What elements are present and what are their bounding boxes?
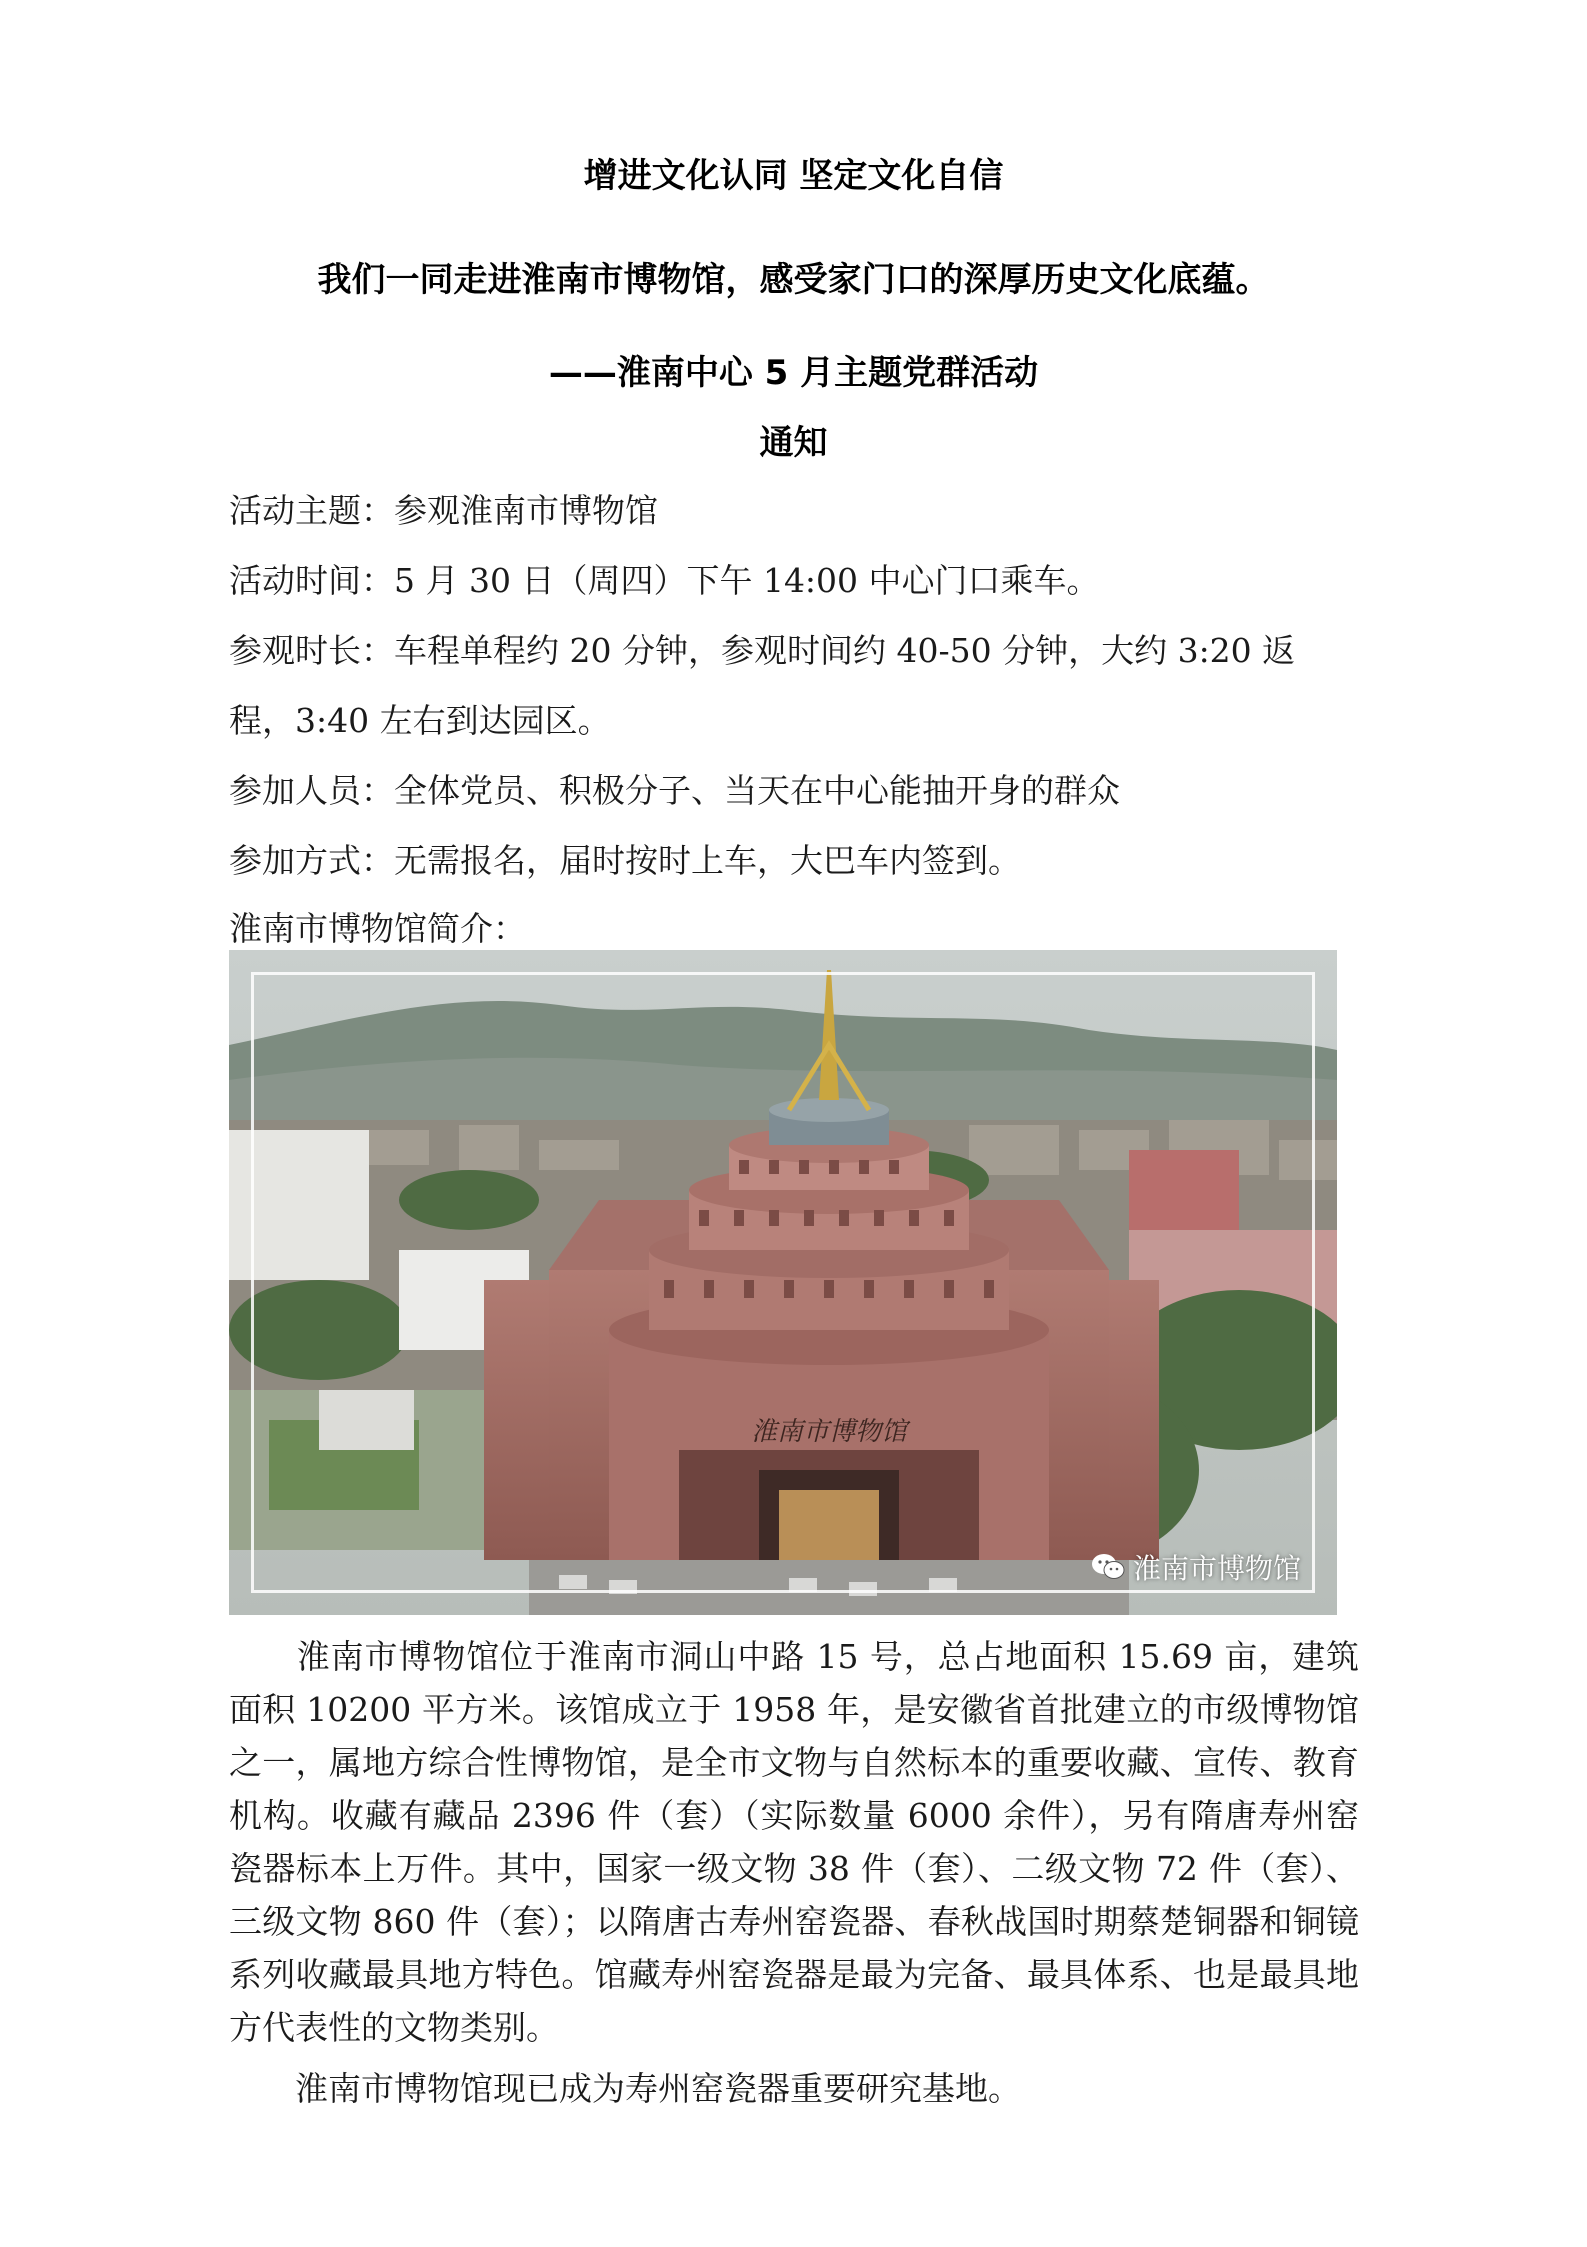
- wechat-icon: [1091, 1553, 1125, 1581]
- activity-duration: 参观时长：车程单程约 20 分钟，参观时间约 40-50 分钟，大约 3:20 返: [229, 631, 1296, 670]
- museum-intro-label: 淮南市博物馆简介：: [229, 909, 526, 948]
- main-title: 增进文化认同 坚定文化自信: [583, 156, 1004, 196]
- watermark-text: 淮南市博物馆: [1132, 1552, 1301, 1585]
- building-sign: 淮南市博物馆: [750, 1417, 908, 1447]
- activity-duration-cont: 程，3:40 左右到达园区。: [229, 701, 611, 740]
- activity-time: 活动时间：5 月 30 日（周四）下午 14:00 中心门口乘车。: [229, 561, 1100, 600]
- notice-heading: 通知: [759, 423, 828, 463]
- subtitle: 我们一同走进淮南市博物馆，感受家门口的深厚历史文化底蕴。: [317, 260, 1270, 300]
- museum-description: 淮南市博物馆位于淮南市洞山中路 15 号，总占地面积 15.69 亩，建筑面积 10200 平方米。该馆成立于 1958 年，是安徽省首批建立的市级博物馆之一，属地方综合性博物馆，是全市文物与自然标本的重要收藏、宣传、教育机构。收藏有藏品 2396 件（套）（实际数量 6000 余件），另有隋唐寿州窑瓷器标本上万件。其中，国家一级文物 38 件（套）、二级文物 72 件（套）、三级文物 860 件（套）；以隋唐古寿州窑瓷器、春秋战国时期蔡楚铜器和铜镜系列收藏最具地方特色。馆藏寿州窑瓷器是最为完备、最具体系、也是最具地方代表性的文物类别。: [229, 1637, 1359, 2047]
- activity-theme: 活动主题：参观淮南市博物馆: [229, 491, 658, 530]
- participation-method: 参加方式：无需报名，届时按时上车，大巴车内签到。: [229, 841, 1021, 880]
- participants: 参加人员：全体党员、积极分子、当天在中心能抽开身的群众: [229, 771, 1120, 810]
- event-title: ——淮南中心 5 月主题党群活动: [548, 353, 1039, 393]
- photo-watermark: [1091, 1547, 1301, 1587]
- museum-photo: [229, 950, 1337, 1615]
- museum-research-base: 淮南市博物馆现已成为寿州窑瓷器重要研究基地。: [229, 2069, 1021, 2108]
